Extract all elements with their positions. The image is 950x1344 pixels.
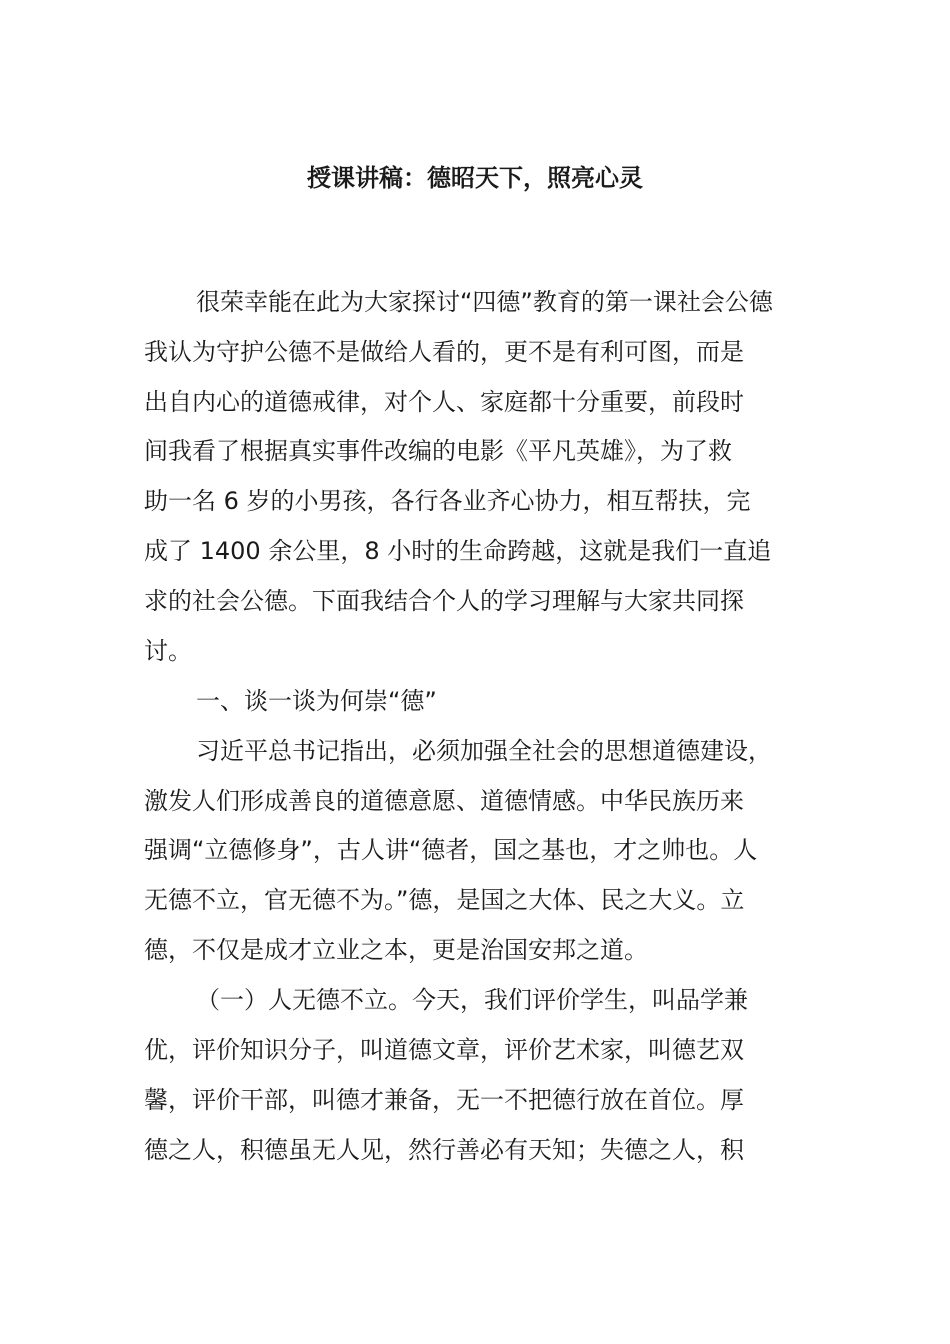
paragraph-line: 德，不仅是成才立业之本，更是治国安邦之道。	[144, 936, 648, 964]
paragraph-line: 优，评价知识分子，叫道德文章，评价艺术家，叫德艺双	[144, 1036, 744, 1064]
paragraph-line: 很荣幸能在此为大家探讨“四德”教育的第一课社会公德	[196, 288, 773, 316]
paragraph-line: 德之人，积德虽无人见，然行善必有天知；失德之人，积	[144, 1136, 744, 1164]
paragraph-line: （一）人无德不立。今天，我们评价学生，叫品学兼	[196, 986, 748, 1014]
paragraph-line: 间我看了根据真实事件改编的电影《平凡英雄》，为了救	[144, 437, 732, 465]
section-heading: 一、谈一谈为何崇“德”	[196, 687, 437, 715]
paragraph-line: 讨。	[144, 637, 192, 665]
paragraph-line: 习近平总书记指出，必须加强全社会的思想道德建设，	[196, 737, 772, 765]
paragraph-line: 成了 1400 余公里，8 小时的生命跨越，这就是我们一直追	[144, 537, 772, 565]
paragraph-line: 无德不立，官无德不为。”德，是国之大体、民之大义。立	[144, 886, 745, 914]
paragraph-line: 强调“立德修身”，古人讲“德者，国之基也，才之帅也。人	[144, 836, 758, 864]
paragraph-line: 求的社会公德。下面我结合个人的学习理解与大家共同探	[144, 587, 744, 615]
paragraph-line: 助一名 6 岁的小男孩，各行各业齐心协力，相互帮扶，完	[144, 487, 751, 515]
paragraph-line: 我认为守护公德不是做给人看的，更不是有利可图，而是	[144, 338, 744, 366]
paragraph-line: 激发人们形成善良的道德意愿、道德情感。中华民族历来	[144, 787, 744, 815]
document-title: 授课讲稿：德昭天下，照亮心灵	[307, 164, 643, 192]
paragraph-line: 馨，评价干部，叫德才兼备，无一不把德行放在首位。厚	[144, 1086, 744, 1114]
paragraph-line: 出自内心的道德戒律，对个人、家庭都十分重要，前段时	[144, 388, 744, 416]
